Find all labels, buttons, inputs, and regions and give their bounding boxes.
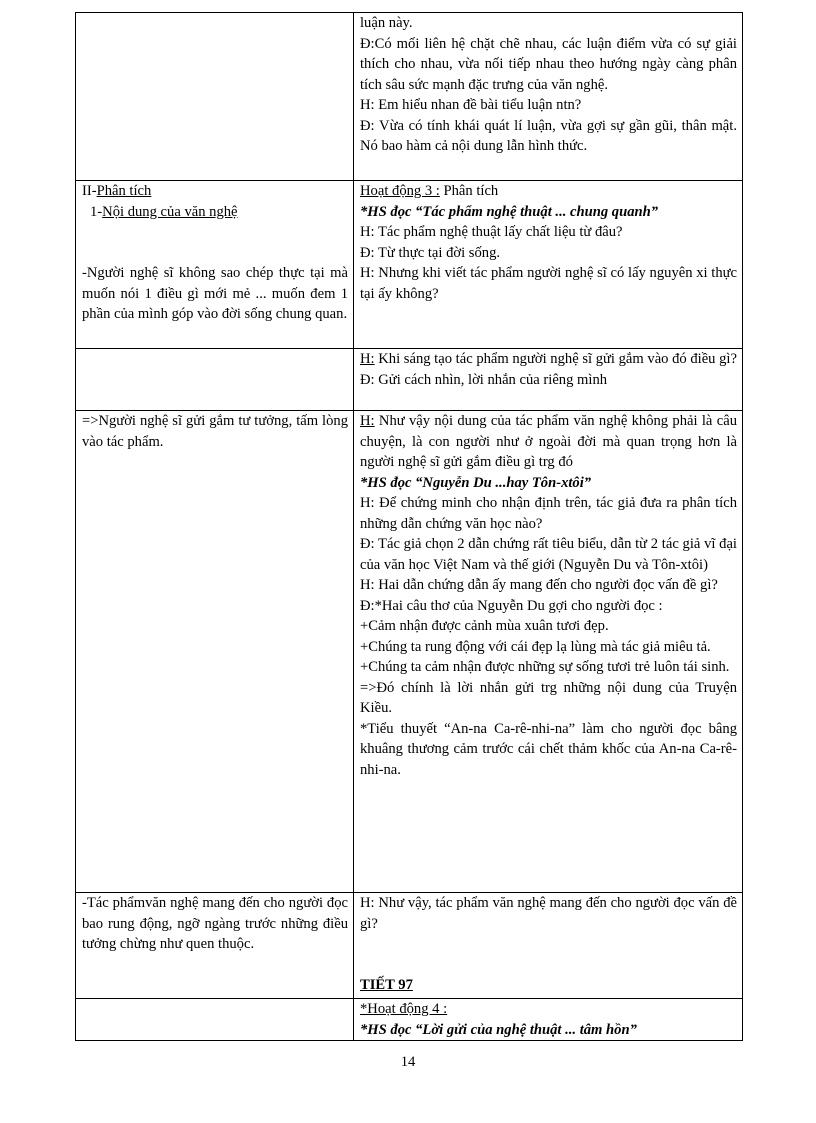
right-cell [354,999,743,1041]
text-line: H: Hai dẫn chứng dẫn ấy mang đến cho người đọc vấn đề gì? [360,577,718,593]
text-line: Đ: Từ thực tại đời sống. [360,244,501,261]
subsection-heading: 1-Nội dung của văn nghệ [90,203,238,220]
table-row [76,999,743,1041]
activity-heading: *Hoạt động 4 : [360,1001,448,1017]
text-line: Đ: Vừa có tính khái quát lí luận, vừa gợi sự gần gũi, thân mật. Nó bao hàm cả nội dung lẫn hình thức. [360,117,737,154]
text-line: luận này. [360,15,413,31]
section-heading: II-Phân tích [82,183,152,199]
text-line: =>Đó chính là lời nhắn gửi trg những nội dung của Truyện Kiều. [360,679,737,716]
left-cell [76,181,354,349]
right-cell [354,13,743,181]
lesson-table [75,12,743,1041]
text-line: +Cảm nhận được cảnh mùa xuân tươi đẹp. [360,618,609,634]
table-row [76,181,743,349]
reading-instruction: *HS đọc “Tác phẩm nghệ thuật ... chung quanh” [360,203,659,220]
text-line: Đ: Tác giả chọn 2 dẫn chứng rất tiêu biểu, dẫn từ 2 tác giả vĩ đại của văn học Việt Nam và thế giới (Nguyễn Du và Tôn-xtôi) [360,536,737,573]
page-number: 14 [400,1054,416,1070]
text-line: +Chúng ta rung động với cái đẹp lạ lùng mà tác giả miêu tả. [360,638,711,655]
text-line: H: Em hiểu nhan đề bài tiểu luận ntn? [360,97,582,113]
reading-instruction: *HS đọc “Lời gửi của nghệ thuật ... tâm hồn” [360,1021,637,1038]
right-cell [354,181,743,349]
lesson-number: TIẾT 97 [360,977,413,993]
text-line: H: Như vậy, tác phẩm văn nghệ mang đến cho người đọc vấn đề gì? [360,895,737,932]
text-line: Đ: Gửi cách nhìn, lời nhắn của riêng mình [360,371,608,388]
text-block: =>Người nghệ sĩ gửi gắm tư tưởng, tấm lòng vào tác phẩm. [82,413,348,450]
right-cell [354,411,743,893]
table-row [76,349,743,411]
left-cell [76,893,354,999]
activity-heading: Hoạt động 3 : Phân tích [360,183,499,199]
right-cell [354,349,743,411]
left-cell [76,411,354,893]
table-row [76,893,743,999]
text-line: H: Khi sáng tạo tác phẩm người nghệ sĩ gửi gắm vào đó điều gì? [360,351,737,367]
left-cell [76,999,354,1041]
table-row [76,411,743,893]
text-line: Đ:*Hai câu thơ của Nguyễn Du gợi cho người đọc : [360,597,663,614]
text-line: H: Để chứng minh cho nhận định trên, tác giả đưa ra phân tích những dẫn chứng văn học nào? [360,495,737,532]
table-row [76,13,743,181]
text-line: *Tiểu thuyết “An-na Ca-rê-nhi-na” làm cho người đọc bâng khuâng thương cảm trước cái chết thảm khốc của An-na Ca-rê-nhi-na. [360,720,737,778]
left-cell [76,13,354,181]
text-block: -Tác phẩmvăn nghệ mang đến cho người đọc bao rung động, ngỡ ngàng trước những điều tưởng chừng như quen thuộc. [82,895,348,952]
text-line: H: Nhưng khi viết tác phẩm người nghệ sĩ có lấy nguyên xi thực tại ấy không? [360,265,737,302]
text-line: H: Như vậy nội dung của tác phẩm văn nghệ không phải là câu chuyện, là con người như ở ngoài đời mà quan trọng hơn là người nghệ sĩ gửi gắm điều gì trg đó [360,413,737,470]
right-cell [354,893,743,999]
text-line: +Chúng ta cảm nhận được những sự sống tươi trẻ luôn tái sinh. [360,659,730,675]
text-block: -Người nghệ sĩ không sao chép thực tại mà muốn nói 1 điều gì mới mẻ ... muốn đem 1 phần của mình góp vào đời sống chung quan. [82,265,348,322]
text-line: H: Tác phẩm nghệ thuật lấy chất liệu từ đâu? [360,224,623,240]
text-line: Đ:Có mối liên hệ chặt chẽ nhau, các luận điểm vừa có sự giải thích cho nhau, vừa nối tiếp nhau theo hướng ngày càng phân tích sâu sức mạnh đặc trưng của văn nghệ. [360,35,737,93]
reading-instruction: *HS đọc “Nguyễn Du ...hay Tôn-xtôi” [360,474,592,491]
left-cell [76,349,354,411]
